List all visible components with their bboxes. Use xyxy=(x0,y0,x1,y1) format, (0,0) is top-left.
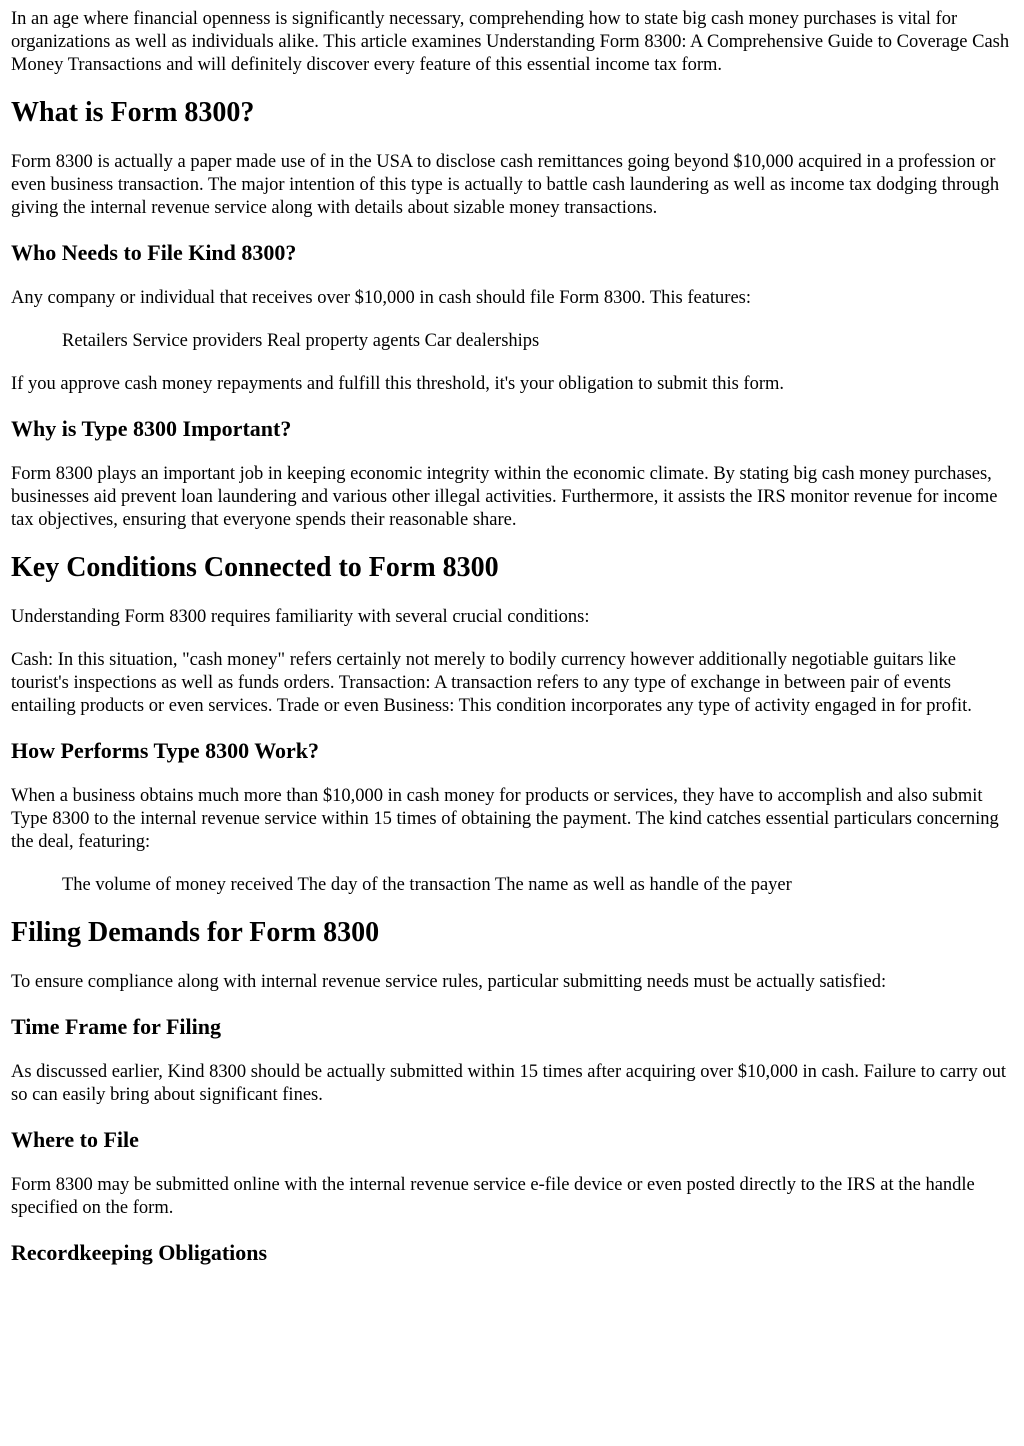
list-details: The volume of money received The day of the transaction The name as well as handle of the payer xyxy=(62,875,792,895)
intro-paragraph: In an age where financial openness is significantly necessary, comprehending how to state big cash money purchases is vital for organizations as well as individuals alike. This article examines Understanding Form 8300: A Comprehensive Guide to Coverage Cash Money Transactions and will definitely discover every feature of this essential income tax form. xyxy=(11,9,1010,75)
heading-where-to-file: Where to File xyxy=(11,1127,139,1152)
heading-time-frame: Time Frame for Filing xyxy=(11,1014,221,1039)
paragraph-form-8300-definition: Form 8300 is actually a paper made use of in the USA to disclose cash remittances going beyond $10,000 acquired in a profession or even business transaction. The major intention of this type is actually to battle cash laundering as well as income tax dodging through giving the internal revenue service along with details about sizable money transactions. xyxy=(11,152,1000,218)
paragraph-who-files: Any company or individual that receives over $10,000 in cash should file Form 8300. This features: xyxy=(11,288,752,308)
heading-filing-demands: Filing Demands for Form 8300 xyxy=(11,917,380,948)
list-filers: Retailers Service providers Real property agents Car dealerships xyxy=(62,331,540,351)
paragraph-obligation: If you approve cash money repayments and fulfill this threshold, it's your obligation to submit this form. xyxy=(11,374,785,394)
paragraph-time-frame: As discussed earlier, Kind 8300 should be actually submitted within 15 times after acquiring over $10,000 in cash. Failure to carry out so can easily bring about significant fines. xyxy=(11,1062,1006,1105)
heading-key-conditions: Key Conditions Connected to Form 8300 xyxy=(11,552,499,583)
paragraph-filing-intro: To ensure compliance along with internal revenue service rules, particular submitting needs must be actually satisfied: xyxy=(11,972,887,992)
heading-why-important: Why is Type 8300 Important? xyxy=(11,416,292,441)
paragraph-how-it-works: When a business obtains much more than $10,000 in cash money for products or services, they have to accomplish and also submit Type 8300 to the internal revenue service within 15 times of obtaining the payment. The kind catches essential particulars concerning the deal, featuring: xyxy=(11,786,999,852)
paragraph-conditions-list: Cash: In this situation, "cash money" refers certainly not merely to bodily currency however additionally negotiable guitars like tourist's inspections as well as funds orders. Transaction: A transaction refers to any type of exchange in between pair of events entailing products or even services. Trade or even Business: This condition incorporates any type of activity engaged in for profit. xyxy=(11,650,972,716)
heading-recordkeeping: Recordkeeping Obligations xyxy=(11,1240,268,1265)
heading-how-it-works: How Performs Type 8300 Work? xyxy=(11,738,319,763)
heading-who-needs-to-file: Who Needs to File Kind 8300? xyxy=(11,240,297,265)
heading-what-is-form-8300: What is Form 8300? xyxy=(11,97,255,128)
paragraph-where-to-file: Form 8300 may be submitted online with the internal revenue service e-file device or even posted directly to the IRS at the handle specified on the form. xyxy=(11,1175,975,1218)
paragraph-conditions-intro: Understanding Form 8300 requires familiarity with several crucial conditions: xyxy=(11,607,590,627)
paragraph-importance: Form 8300 plays an important job in keeping economic integrity within the economic climate. By stating big cash money purchases, businesses aid prevent loan laundering and various other illegal activities. Furthermore, it assists the IRS monitor revenue for income tax objectives, ensuring that everyone spends their reasonable share. xyxy=(11,464,998,530)
